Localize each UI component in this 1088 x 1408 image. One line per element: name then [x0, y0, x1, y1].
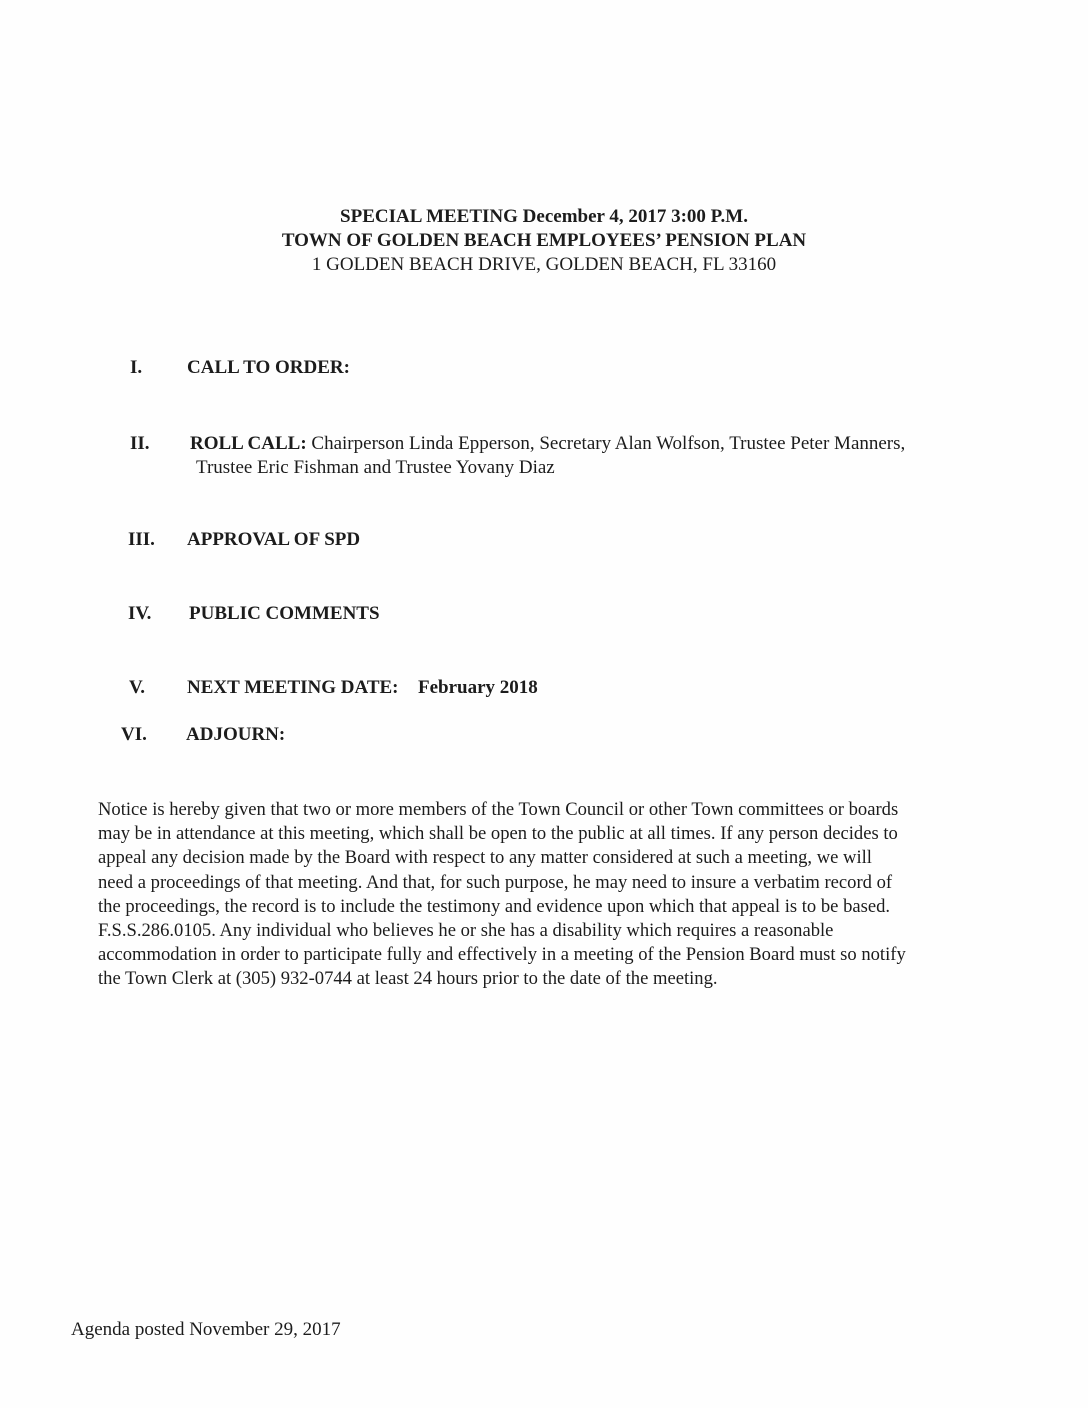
notice-line: accommodation in order to participate fully and effectively in a meeting of the Pension Board must so notify: [98, 944, 906, 966]
roll-call-members-continued: Trustee Eric Fishman and Trustee Yovany Diaz: [196, 457, 555, 478]
notice-line: need a proceedings of that meeting. And that, for such purpose, he may need to insure a verbatim record of: [98, 871, 893, 893]
agenda-item-label: NEXT MEETING DATE:: [187, 677, 399, 698]
address: 1 GOLDEN BEACH DRIVE, GOLDEN BEACH, FL 33160: [311, 254, 777, 275]
roll-call-members: Chairperson Linda Epperson, Secretary Alan Wolfson, Trustee Peter Manners,: [311, 433, 906, 454]
agenda-posted-date: Agenda posted November 29, 2017: [71, 1319, 341, 1340]
agenda-item-number: V.: [129, 677, 146, 698]
agenda-item-label: CALL TO ORDER:: [187, 357, 350, 378]
agenda-item-label: ADJOURN:: [186, 724, 286, 745]
agenda-item-number: VI.: [121, 724, 147, 745]
document-header: [0, 205, 1088, 277]
meeting-title: SPECIAL MEETING December 4, 2017 3:00 P.M.: [340, 206, 748, 227]
notice-line: F.S.S.286.0105. Any individual who believes he or she has a disability which requires a reasonable: [98, 920, 834, 942]
plan-name: TOWN OF GOLDEN BEACH EMPLOYEES’ PENSION PLAN: [281, 230, 807, 251]
public-notice: [98, 798, 1038, 992]
notice-line: the Town Clerk at (305) 932-0744 at least 24 hours prior to the date of the meeting.: [98, 968, 718, 990]
agenda-item-number: III.: [128, 529, 155, 550]
agenda-item-label: PUBLIC COMMENTS: [189, 603, 380, 624]
notice-line: Notice is hereby given that two or more members of the Town Council or other Town committees or boards: [98, 799, 899, 820]
notice-line: may be in attendance at this meeting, which shall be open to the public at all times. If any person decides to: [98, 823, 898, 845]
agenda-item-number: II.: [130, 433, 150, 454]
agenda-item-label: APPROVAL OF SPD: [187, 529, 361, 550]
agenda-item-label: ROLL CALL:: [190, 433, 307, 454]
notice-line: the proceedings, the record is to include the testimony and evidence upon which that appeal is to be based.: [98, 895, 891, 917]
next-meeting-date-value: February 2018: [418, 677, 538, 698]
notice-line: appeal any decision made by the Board with respect to any matter considered at such a meeting, we will: [98, 847, 872, 869]
agenda-item-number: I.: [130, 357, 143, 378]
agenda-item-number: IV.: [128, 603, 152, 624]
